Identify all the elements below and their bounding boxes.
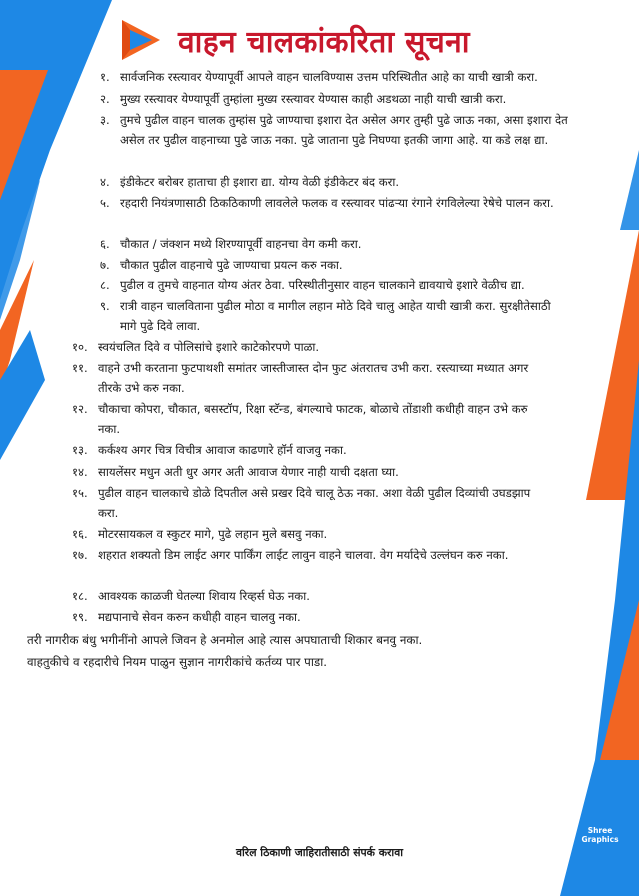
rule-text: सार्वजनिक रस्त्यावर येण्यापूर्वी आपले वाहन चालविण्यास उत्तम परिस्थितीत आहे का याची खात्री करा. (120, 70, 538, 84)
rule-text: तुमचे पुढील वाहन चालक तुम्हांस पुढे जाण्याचा इशारा देत असेल अगर तुम्ही पुढे जाऊ नका, असा इशारा देत असेल तर पुढील वाहनाच्या पुढे जाऊ नका. पुढे जाताना पुढे निघण्या इतकी जागा आहे. या कडे लक्ष द्या. (120, 113, 568, 147)
rule-number: १०. (72, 340, 88, 354)
rule-number: ५. (100, 196, 110, 210)
rule-number: १८. (72, 589, 88, 603)
rule-text: मोटरसायकल व स्कुटर मागे, पुढे लहान मुले बसवु नका. (98, 527, 328, 541)
rule-number: १२. (72, 402, 88, 416)
rule-number: १४. (72, 465, 88, 479)
rule-number: १६. (72, 527, 88, 541)
rule-item (72, 587, 552, 607)
rule-item (100, 194, 590, 214)
rule-text: चौकाचा कोपरा, चौकात, बसस्टॉप, रिक्षा स्टॅन्ड, बंगल्याचे फाटक, बोळाचे तोंडाशी कधीही वाहन उभे करु नका. (98, 402, 528, 436)
rule-item (100, 297, 570, 336)
closing-line-2: वाहतुकीचे व रहदारीचे नियम पाळुन सुज्ञान नागरीकांचे कर्तव्य पार पाडा. (27, 655, 328, 669)
rule-item (72, 525, 552, 545)
rule-item (72, 484, 532, 523)
rule-number: १. (100, 70, 110, 84)
rule-text: पुढील व तुमचे वाहनात योग्य अंतर ठेवा. परिस्थीतीनुसार वाहन चालकाने द्यावयाचे इशारे वेळीच द्या. (120, 278, 525, 292)
rule-item (72, 338, 572, 358)
rule-number: ६. (100, 237, 110, 251)
header (118, 14, 470, 66)
rule-item (100, 256, 590, 276)
rule-item (100, 90, 600, 110)
rule-text: रहदारी नियंत्रणासाठी ठिकठिकाणी लावलेले फलक व रस्त्यावर पांढऱ्या रंगाने रंगविलेल्या रेषेचे पालन करा. (120, 196, 554, 210)
closing-line-1: तरी नागरीक बंधु भगीनींनो आपले जिवन हे अनमोल आहे त्यास अपघाताची शिकार बनवु नका. (27, 633, 423, 647)
brand-line-2: Graphics (581, 835, 619, 844)
rule-text: पुढील वाहन चालकाचे डोळे दिपतील असे प्रखर दिवे चालू ठेऊ नका. अशा वेळी पुढील दिव्यांची उघडझाप करा. (98, 486, 531, 520)
rule-text: वाहने उभी करताना फुटपाथशी समांतर जास्तीजास्त दोन फुट अंतरातच उभी करा. रस्त्याच्या मध्यात अगर तीरके उभे करु नका. (98, 361, 529, 395)
rule-text: स्वयंचलित दिवे व पोलिसांचे इशारे काटेकोरपणे पाळा. (98, 340, 320, 354)
rule-number: १९. (72, 610, 88, 624)
rule-number: १७. (72, 548, 88, 562)
rule-item (72, 463, 552, 483)
rule-number: १३. (72, 443, 88, 457)
play-triangle-logo-icon (118, 17, 164, 63)
brand-mark (575, 826, 625, 844)
rule-item (100, 276, 605, 296)
rule-number: १५. (72, 486, 88, 500)
rule-number: ९. (100, 299, 110, 313)
rule-text: रात्री वाहन चालविताना पुढील मोठा व मागील लहान मोठे दिवे चालु आहेत याची खात्री करा. सुरक्षीतेसाठी मागे पुढे दिवे लावा. (120, 299, 551, 333)
rule-number: ११. (72, 361, 88, 375)
rule-number: ३. (100, 113, 110, 127)
advertising-contact-note: वरिल ठिकाणी जाहिरातीसाठी संपर्क करावा (235, 846, 404, 859)
rule-text: चौकात पुढील वाहनाचे पुढे जाण्याचा प्रयत्न करु नका. (120, 258, 343, 272)
rule-text: आवश्यक काळजी घेतल्या शिवाय रिव्हर्स घेऊ नका. (98, 589, 310, 603)
rule-item (72, 441, 552, 461)
rule-item (72, 359, 552, 398)
rule-item (100, 68, 610, 88)
rule-number: ७. (100, 258, 110, 272)
rule-text: चौकात / जंक्शन मध्ये शिरण्यापूर्वी वाहनचा वेग कमी करा. (120, 237, 362, 251)
rule-number: ४. (100, 175, 110, 189)
rule-item (100, 111, 595, 150)
rule-item (72, 546, 512, 566)
rule-text: मुख्य रस्त्यावर येण्यापूर्वी तुम्हांला मुख्य रस्त्यावर येण्यास काही अडथळा नाही याची खात्री करा. (120, 92, 507, 106)
rule-number: ८. (100, 278, 110, 292)
rule-text: कर्कश्य अगर चित्र विचीत्र आवाज काढणारे हॉर्न वाजवु नका. (98, 443, 347, 457)
rule-item (100, 235, 590, 255)
page-title: वाहन चालकांकरिता सूचना (178, 24, 470, 60)
rule-item (72, 608, 552, 628)
rule-number: २. (100, 92, 110, 106)
rule-text: शहरात शक्यतो डिम लाईट अगर पार्किंग लाईट लावुन वाहने चालवा. वेग मर्यादेचे उल्लंघन करु नका. (98, 548, 509, 562)
rule-item (100, 173, 590, 193)
brand-line-1: Shree (587, 826, 613, 835)
rule-item (72, 400, 542, 439)
rule-text: मद्यपानाचे सेवन करुन कधीही वाहन चालवु नका. (98, 610, 301, 624)
rule-text: सायलेंसर मधुन अती धुर अगर अती आवाज येणार नाही याची दक्षता घ्या. (98, 465, 399, 479)
rule-text: इंडीकेटर बरोबर हाताचा ही इशारा द्या. योग्य वेळी इंडीकेटर बंद करा. (120, 175, 400, 189)
